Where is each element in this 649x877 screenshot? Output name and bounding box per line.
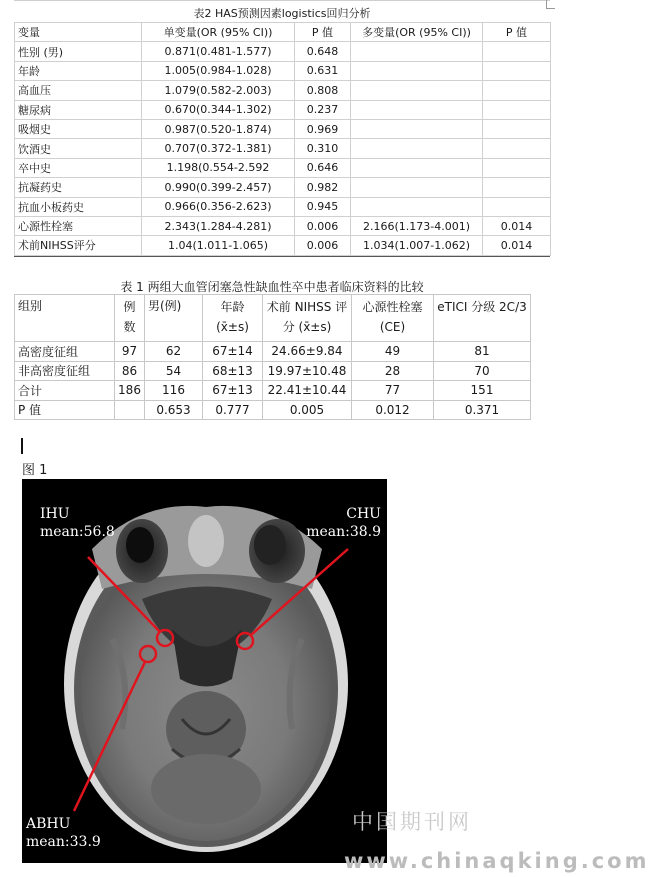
table2-cell: 0.631 [295,61,351,80]
table1-cell [115,400,145,420]
table1-cell: 62 [145,342,203,362]
table2-cell: 心源性栓塞 [15,216,142,235]
table1-cell: 24.66±9.84 [263,342,352,362]
watermark-url: www.chinaqking.com [344,849,649,873]
table1-cell: 116 [145,381,203,401]
table2-cell: 0.982 [295,178,351,197]
table2-row [15,139,551,158]
table1-cell: 67±14 [203,342,263,362]
table2-cell: 饮酒史 [15,139,142,158]
table2-cell [483,178,551,197]
table2-row [15,178,551,197]
table1-header: 组别 [15,295,115,342]
table2-cell: 0.871(0.481-1.577) [142,42,295,61]
table1-cell: 81 [434,342,531,362]
table2-cell: 2.343(1.284-4.281) [142,216,295,235]
table1-cell: 67±13 [203,381,263,401]
table1 [14,294,531,420]
table2-header: P 值 [295,23,351,42]
table2-cell: 2.166(1.173-4.001) [351,216,483,235]
table1-cell: 68±13 [203,361,263,381]
table2-cell: 抗凝药史 [15,178,142,197]
table2-cell: 0.006 [295,216,351,235]
table2-cell: 吸烟史 [15,119,142,138]
table2-cell [483,139,551,158]
table2-cell: 0.707(0.372-1.381) [142,139,295,158]
ihu-label [40,505,115,541]
table1-cell: 97 [115,342,145,362]
table1-row [15,361,531,381]
abhu-label [26,815,101,851]
table2-cell: 0.670(0.344-1.302) [142,100,295,119]
table2-cell: 0.808 [295,81,351,100]
table1-header: 年龄 (x̄±s) [203,295,263,342]
table2-row [15,42,551,61]
table1-header: 术前 NIHSS 评分 (x̄±s) [263,295,352,342]
table2-cell [351,139,483,158]
text-cursor [21,438,23,454]
table2-cell: 0.006 [295,236,351,255]
table2-cell [351,158,483,177]
table2-cell: 0.014 [483,236,551,255]
table2-cell [483,197,551,216]
figure-caption: 图 1 [22,463,48,478]
table1-cell: 54 [145,361,203,381]
table1-cell: 合计 [15,381,115,401]
table2-cell [351,61,483,80]
chu-label [306,505,381,541]
table1-cell: 非高密度征组 [15,361,115,381]
table1-cell: 151 [434,381,531,401]
table2-header: P 值 [483,23,551,42]
table1-row [15,400,531,420]
table2-row [15,100,551,119]
table2-cell [351,100,483,119]
table2-row [15,216,551,235]
table2-row [15,197,551,216]
table2-cell [351,81,483,100]
table2-cell [351,197,483,216]
abhu-name: ABHU [26,816,71,832]
table2-header: 变量 [15,23,142,42]
table2-row [15,158,551,177]
table2-cell [483,42,551,61]
table1-header: eTICI 分级 2C/3 [434,295,531,342]
table2-cell: 术前NIHSS评分 [15,236,142,255]
table2-cell: 0.966(0.356-2.623) [142,197,295,216]
ihu-name: IHU [40,506,70,522]
table1-cell: 0.653 [145,400,203,420]
table1-row [15,342,531,362]
chu-name: CHU [346,506,381,522]
table1-cell: 49 [352,342,434,362]
table2-row [15,119,551,138]
table2-cell: 1.198(0.554-2.592 [142,158,295,177]
table1-cell: 70 [434,361,531,381]
table2-cell [351,42,483,61]
table1-title: 表 1 两组大血管闭塞急性缺血性卒中患者临床资料的比较 [120,280,424,294]
table1-cell: 19.97±10.48 [263,361,352,381]
table1-cell: 0.777 [203,400,263,420]
table1-cell: 高密度征组 [15,342,115,362]
table2-header: 多变量(OR (95% CI)) [351,23,483,42]
table2-bottom-rule [14,256,550,257]
table2-cell: 抗血小板药史 [15,197,142,216]
table2-cell: 卒中史 [15,158,142,177]
table2-cell: 0.648 [295,42,351,61]
top-rule [14,0,550,1]
watermark-chinese: 中国期刊网 [352,810,472,834]
table1-header: 例数 [115,295,145,342]
table2-cell [351,178,483,197]
table2-cell [483,61,551,80]
table2-cell: 0.237 [295,100,351,119]
table1-cell: 22.41±10.44 [263,381,352,401]
table1-cell: 0.371 [434,400,531,420]
table1-cell: 86 [115,361,145,381]
table2-cell: 0.646 [295,158,351,177]
table2-cell: 0.990(0.399-2.457) [142,178,295,197]
table2-cell: 1.005(0.984-1.028) [142,61,295,80]
table2-header-row [15,23,551,42]
table1-header: 心源性栓塞 (CE) [352,295,434,342]
table2-cell [483,100,551,119]
table1-row [15,381,531,401]
table2-cell [483,119,551,138]
table2-cell [483,158,551,177]
table1-cell: 0.005 [263,400,352,420]
table1-cell: 28 [352,361,434,381]
table2-cell: 0.945 [295,197,351,216]
table2-cell [483,81,551,100]
table2-cell: 0.969 [295,119,351,138]
ihu-mean: mean:56.8 [40,524,115,540]
table2-cell: 1.079(0.582-2.003) [142,81,295,100]
table2-row [15,61,551,80]
chu-mean: mean:38.9 [306,524,381,540]
table1-cell: 77 [352,381,434,401]
table2-cell: 年龄 [15,61,142,80]
table2-title: 表2 HAS预测因素logistics回归分析 [193,7,371,20]
table2-cell: 0.987(0.520-1.874) [142,119,295,138]
table2-cell: 性别 (男) [15,42,142,61]
table2-cell: 1.034(1.007-1.062) [351,236,483,255]
abhu-mean: mean:33.9 [26,834,101,850]
table2-cell: 高血压 [15,81,142,100]
table1-cell: 186 [115,381,145,401]
table2-cell [351,119,483,138]
table2-cell: 糖尿病 [15,100,142,119]
table2-row [15,81,551,100]
ct-scan-figure [22,479,387,863]
table2-cell: 1.04(1.011-1.065) [142,236,295,255]
table1-header-row [15,295,531,342]
table1-cell: P 值 [15,400,115,420]
table1-header: 男(例) [145,295,203,342]
table2-header: 单变量(OR (95% CI)) [142,23,295,42]
table2-row [15,236,551,255]
table1-cell: 0.012 [352,400,434,420]
table2-cell: 0.310 [295,139,351,158]
table2 [14,22,551,256]
table2-cell: 0.014 [483,216,551,235]
